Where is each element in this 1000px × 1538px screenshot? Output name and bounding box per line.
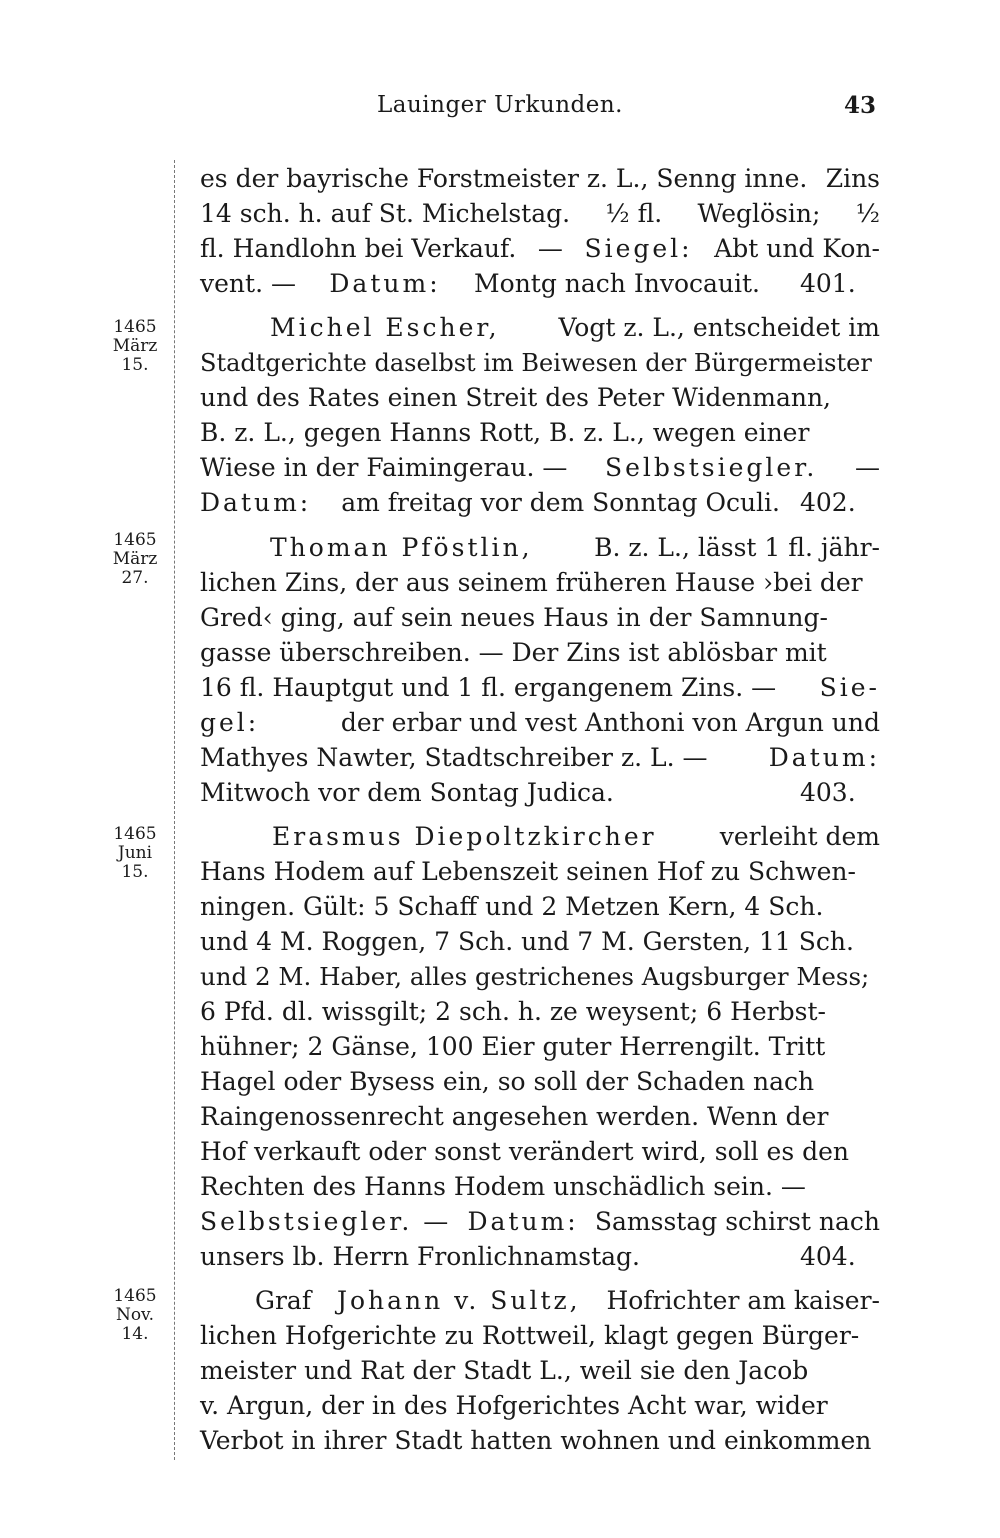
text-line: Michel Escher, Vogt z. L., entscheidet im bbox=[270, 313, 880, 342]
text-line: lichen Zins, der aus seinem früheren Hause ›bei der bbox=[200, 568, 863, 597]
text-line: und 4 M. Roggen, 7 Sch. und 7 M. Gersten, 11 Sch. bbox=[200, 927, 854, 956]
entry-number: 404. bbox=[800, 1242, 856, 1271]
text-line: Rechten des Hanns Hodem unschädlich sein. — bbox=[200, 1172, 806, 1201]
text-line: Graf Johann v. Sultz, Hofrichter am kaiser- bbox=[255, 1286, 880, 1315]
text-line: Hans Hodem auf Lebenszeit seinen Hof zu Schwen- bbox=[200, 857, 856, 886]
entry-number: 401. bbox=[800, 269, 856, 298]
text-line: Gred‹ ging, auf sein neues Haus in der Samnung- bbox=[200, 603, 828, 632]
text-line: Erasmus Diepoltzkircher verleiht dem bbox=[272, 822, 880, 851]
text-line: hühner; 2 Gänse, 100 Eier guter Herrengilt. Tritt bbox=[200, 1032, 826, 1061]
text-line: Hagel oder Bysess ein, so soll der Schaden nach bbox=[200, 1067, 815, 1096]
text-line: Thoman Pföstlin, B. z. L., lässt 1 fl. jähr- bbox=[270, 533, 880, 562]
text-line: und des Rates einen Streit des Peter Widenmann, bbox=[200, 383, 832, 412]
text-line: 14 sch. h. auf St. Michelstag. ½ fl. Weglösin; ½ bbox=[200, 199, 880, 228]
page-number: 43 bbox=[844, 92, 877, 119]
text-line: ningen. Gült: 5 Schaff und 2 Metzen Kern, 4 Sch. bbox=[200, 892, 824, 921]
margin-date: 1465 Juni 15. bbox=[113, 824, 157, 882]
margin-date: 1465 März 15. bbox=[112, 317, 158, 375]
text-line: und 2 M. Haber, alles gestrichenes Augsburger Mess; bbox=[200, 962, 870, 991]
text-line: lichen Hofgerichte zu Rottweil, klagt gegen Bürger- bbox=[200, 1321, 860, 1350]
text-line: Mathyes Nawter, Stadtschreiber z. L. — Datum: bbox=[200, 743, 880, 772]
text-line: vent. — Datum: Montg nach Invocauit. bbox=[200, 269, 760, 298]
text-line: Raingenossenrecht angesehen werden. Wenn der bbox=[200, 1102, 829, 1131]
margin-date: 1465 Nov. 14. bbox=[113, 1286, 157, 1344]
text-line: 16 fl. Hauptgut und 1 fl. ergangenem Zins. — Sie- bbox=[200, 673, 880, 702]
text-line: Selbstsiegler. — Datum: Samsstag schirst nach bbox=[200, 1207, 880, 1236]
running-header-title: Lauinger Urkunden. bbox=[376, 92, 623, 118]
text-line: Datum: am freitag vor dem Sonntag Oculi. bbox=[200, 488, 780, 517]
text-line: B. z. L., gegen Hanns Rott, B. z. L., wegen einer bbox=[200, 418, 810, 447]
text-line: v. Argun, der in des Hofgerichtes Acht war, wider bbox=[200, 1391, 828, 1420]
text-line: meister und Rat der Stadt L., weil sie den Jacob bbox=[200, 1356, 809, 1385]
text-line: 6 Pfd. dl. wissgilt; 2 sch. h. ze weysent; 6 Herbst- bbox=[200, 997, 826, 1026]
text-line: Stadtgerichte daselbst im Beiwesen der Bürgermeister bbox=[200, 349, 872, 377]
text-line: gasse überschreiben. — Der Zins ist ablösbar mit bbox=[200, 638, 827, 667]
text-line: Verbot in ihrer Stadt hatten wohnen und einkommen bbox=[200, 1426, 872, 1455]
text-line: es der bayrische Forstmeister z. L., Senng inne. Zins bbox=[200, 164, 880, 193]
text-line: Hof verkauft oder sonst verändert wird, soll es den bbox=[200, 1137, 850, 1166]
text-line: unsers lb. Herrn Fronlichnamstag. bbox=[200, 1242, 640, 1271]
text-line: gel: der erbar und vest Anthoni von Argun und bbox=[200, 708, 880, 737]
text-line: fl. Handlohn bei Verkauf. — Siegel: Abt und Kon- bbox=[200, 234, 880, 263]
text-line: Mitwoch vor dem Sontag Judica. bbox=[200, 778, 614, 807]
margin-rule bbox=[174, 160, 175, 1460]
text-line: Wiese in der Faimingerau. — Selbstsiegler. — bbox=[200, 453, 880, 482]
entry-number: 402. bbox=[800, 488, 856, 517]
margin-date: 1465 März 27. bbox=[112, 530, 158, 588]
entry-number: 403. bbox=[800, 778, 856, 807]
